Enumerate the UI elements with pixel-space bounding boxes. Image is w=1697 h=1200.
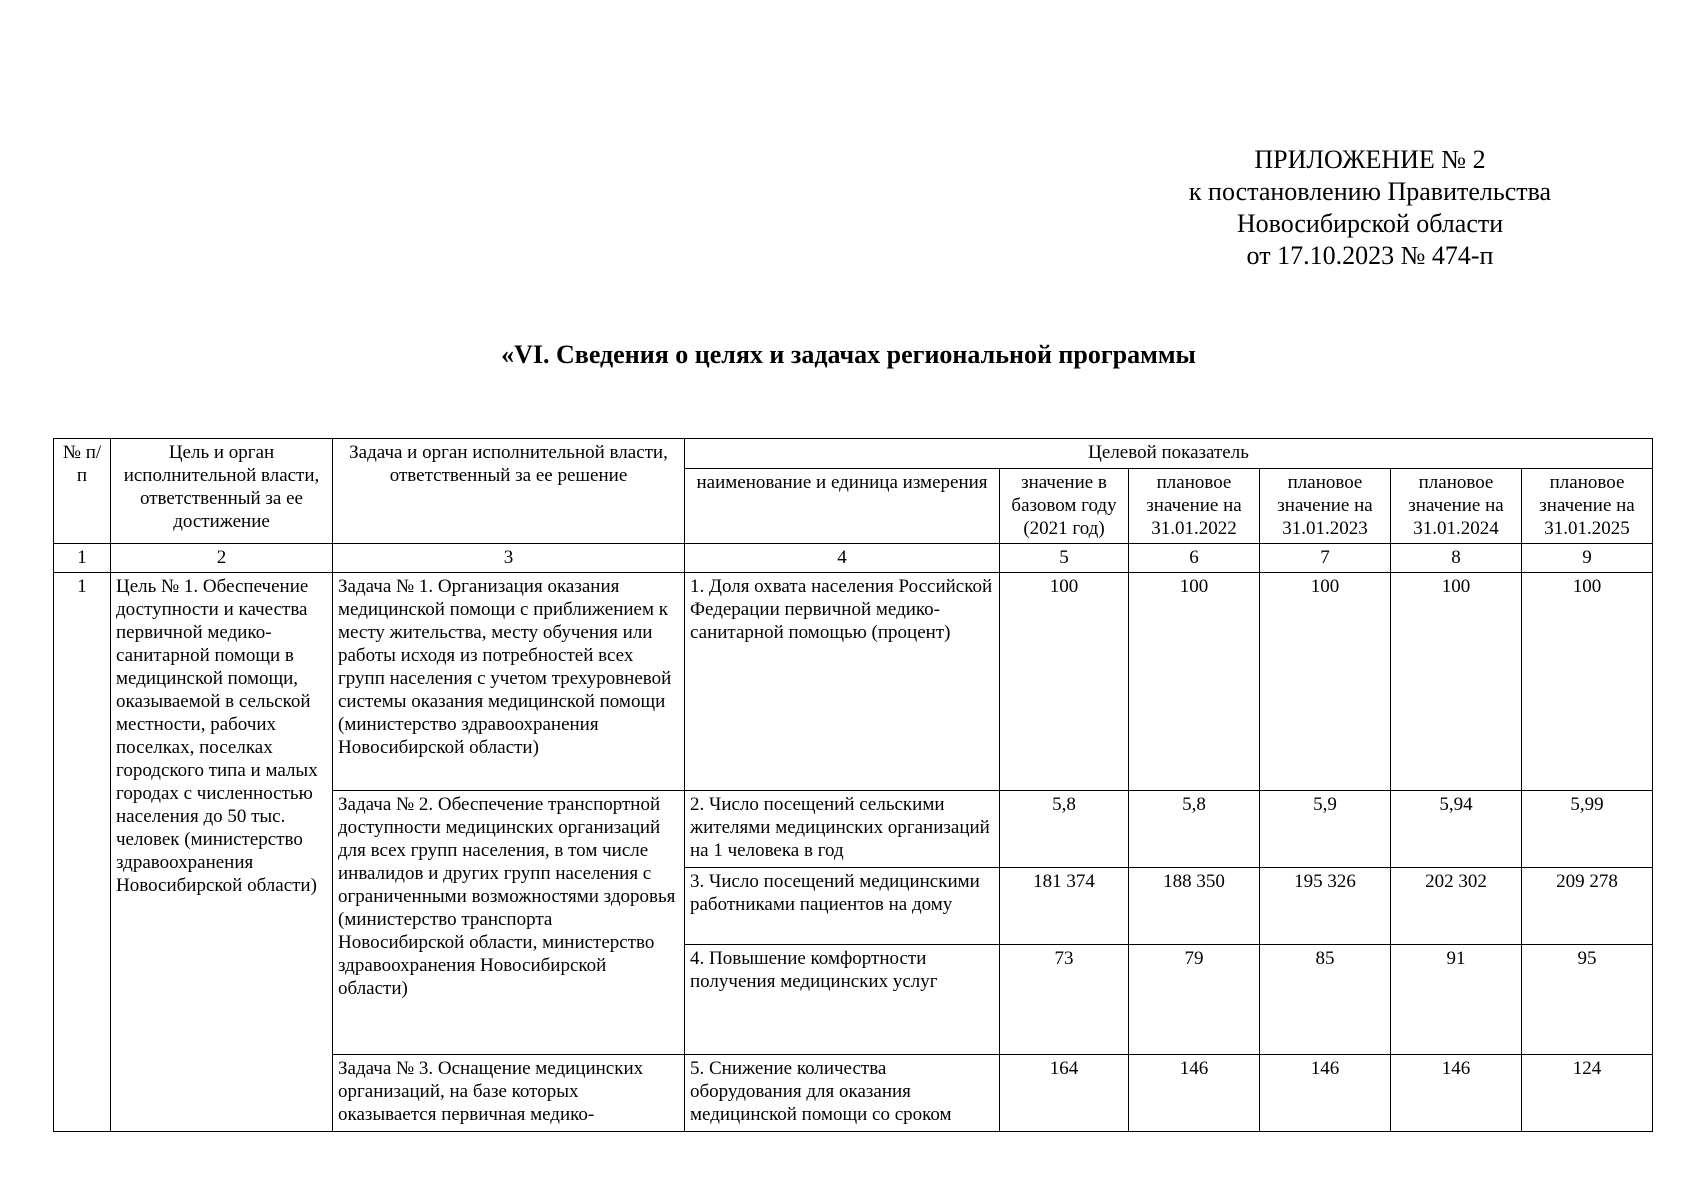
column-number: 2 bbox=[111, 544, 333, 573]
header-indicator-name: наименование и единица измерения bbox=[685, 469, 1000, 544]
indicator-value-2022: 146 bbox=[1129, 1055, 1260, 1132]
appendix-date-number: от 17.10.2023 № 474-п bbox=[1246, 241, 1494, 270]
header-plan-2023: плановое значение на 31.01.2023 bbox=[1260, 469, 1391, 544]
goals-table bbox=[53, 438, 1653, 1132]
appendix-number: ПРИЛОЖЕНИЕ № 2 bbox=[1254, 145, 1486, 174]
header-row-1 bbox=[54, 439, 1653, 469]
indicator-value-2022: 79 bbox=[1129, 945, 1260, 1055]
indicator-value-2025: 124 bbox=[1522, 1055, 1653, 1132]
column-number: 3 bbox=[333, 544, 685, 573]
appendix-header bbox=[1150, 144, 1590, 272]
header-indicator: Целевой показатель bbox=[685, 439, 1653, 469]
indicator-value-base: 181 374 bbox=[1000, 868, 1129, 945]
indicator-value-2024: 100 bbox=[1391, 573, 1522, 791]
indicator-name: 1. Доля охвата населения Российской Федерации первичной медико-санитарной помощью (процент) bbox=[685, 573, 1000, 791]
column-number: 9 bbox=[1522, 544, 1653, 573]
indicator-value-2025: 100 bbox=[1522, 573, 1653, 791]
indicator-value-2022: 100 bbox=[1129, 573, 1260, 791]
indicator-value-2023: 5,9 bbox=[1260, 791, 1391, 868]
column-number: 5 bbox=[1000, 544, 1129, 573]
indicator-value-base: 164 bbox=[1000, 1055, 1129, 1132]
column-number-row bbox=[54, 544, 1653, 573]
row-number: 1 bbox=[54, 573, 111, 1132]
indicator-value-2024: 202 302 bbox=[1391, 868, 1522, 945]
indicator-value-2024: 91 bbox=[1391, 945, 1522, 1055]
header-plan-2024: плановое значение на 31.01.2024 bbox=[1391, 469, 1522, 544]
indicator-value-2023: 100 bbox=[1260, 573, 1391, 791]
task-cell: Задача № 1. Организация оказания медицинской помощи с приближением к месту жительства, месту обучения или работы исходя из потребностей всех групп населения с учетом трехуровневой системы оказания медицинской помощи (министерство здравоохранения Новосибирской области) bbox=[333, 573, 685, 791]
header-goal: Цель и орган исполнительной власти, ответственный за ее достижение bbox=[111, 439, 333, 544]
task-cell: Задача № 2. Обеспечение транспортной доступности медицинских организаций для всех групп населения, в том числе инвалидов и других групп населения с ограниченными возможностями здоровья (министерство транспорта Новосибирской области, министерство здравоохранения Новосибирской области) bbox=[333, 791, 685, 1055]
indicator-value-2023: 146 bbox=[1260, 1055, 1391, 1132]
indicator-value-2023: 195 326 bbox=[1260, 868, 1391, 945]
document-title: «VI. Сведения о целях и задачах региональной программы bbox=[501, 340, 1196, 369]
indicator-value-2025: 209 278 bbox=[1522, 868, 1653, 945]
indicator-value-2022: 5,8 bbox=[1129, 791, 1260, 868]
indicator-value-2022: 188 350 bbox=[1129, 868, 1260, 945]
indicator-value-base: 73 bbox=[1000, 945, 1129, 1055]
indicator-value-2024: 5,94 bbox=[1391, 791, 1522, 868]
indicator-value-2024: 146 bbox=[1391, 1055, 1522, 1132]
header-plan-2025: плановое значение на 31.01.2025 bbox=[1522, 469, 1653, 544]
task-cell: Задача № 3. Оснащение медицинских организаций, на базе которых оказывается первичная медико- bbox=[333, 1055, 685, 1132]
indicator-name: 4. Повышение комфортности получения медицинских услуг bbox=[685, 945, 1000, 1055]
column-number: 8 bbox=[1391, 544, 1522, 573]
indicator-value-base: 100 bbox=[1000, 573, 1129, 791]
indicator-name: 2. Число посещений сельскими жителями медицинских организаций на 1 человека в год bbox=[685, 791, 1000, 868]
appendix-line-resolution: к постановлению Правительства bbox=[1188, 177, 1552, 206]
indicator-name: 5. Снижение количества оборудования для оказания медицинской помощи со сроком bbox=[685, 1055, 1000, 1132]
indicator-value-2023: 85 bbox=[1260, 945, 1391, 1055]
header-plan-2022: плановое значение на 31.01.2022 bbox=[1129, 469, 1260, 544]
indicator-name: 3. Число посещений медицинскими работниками пациентов на дому bbox=[685, 868, 1000, 945]
indicator-value-base: 5,8 bbox=[1000, 791, 1129, 868]
appendix-line-region: Новосибирской области bbox=[1236, 209, 1504, 238]
header-task: Задача и орган исполнительной власти, ответственный за ее решение bbox=[333, 439, 685, 544]
header-num: № п/п bbox=[54, 439, 111, 544]
indicator-value-2025: 5,99 bbox=[1522, 791, 1653, 868]
column-number: 7 bbox=[1260, 544, 1391, 573]
indicator-value-2025: 95 bbox=[1522, 945, 1653, 1055]
header-base-value: значение в базовом году (2021 год) bbox=[1000, 469, 1129, 544]
column-number: 1 bbox=[54, 544, 111, 573]
goal-cell: Цель № 1. Обеспечение доступности и качества первичной медико-санитарной помощи в медицинской помощи, оказываемой в сельской местности, рабочих поселках, поселках городского типа и малых городах с численностью населения до 50 тыс. человек (министерство здравоохранения Новосибирской области) bbox=[111, 573, 333, 1132]
column-number: 6 bbox=[1129, 544, 1260, 573]
column-number: 4 bbox=[685, 544, 1000, 573]
table-row bbox=[54, 573, 1653, 791]
